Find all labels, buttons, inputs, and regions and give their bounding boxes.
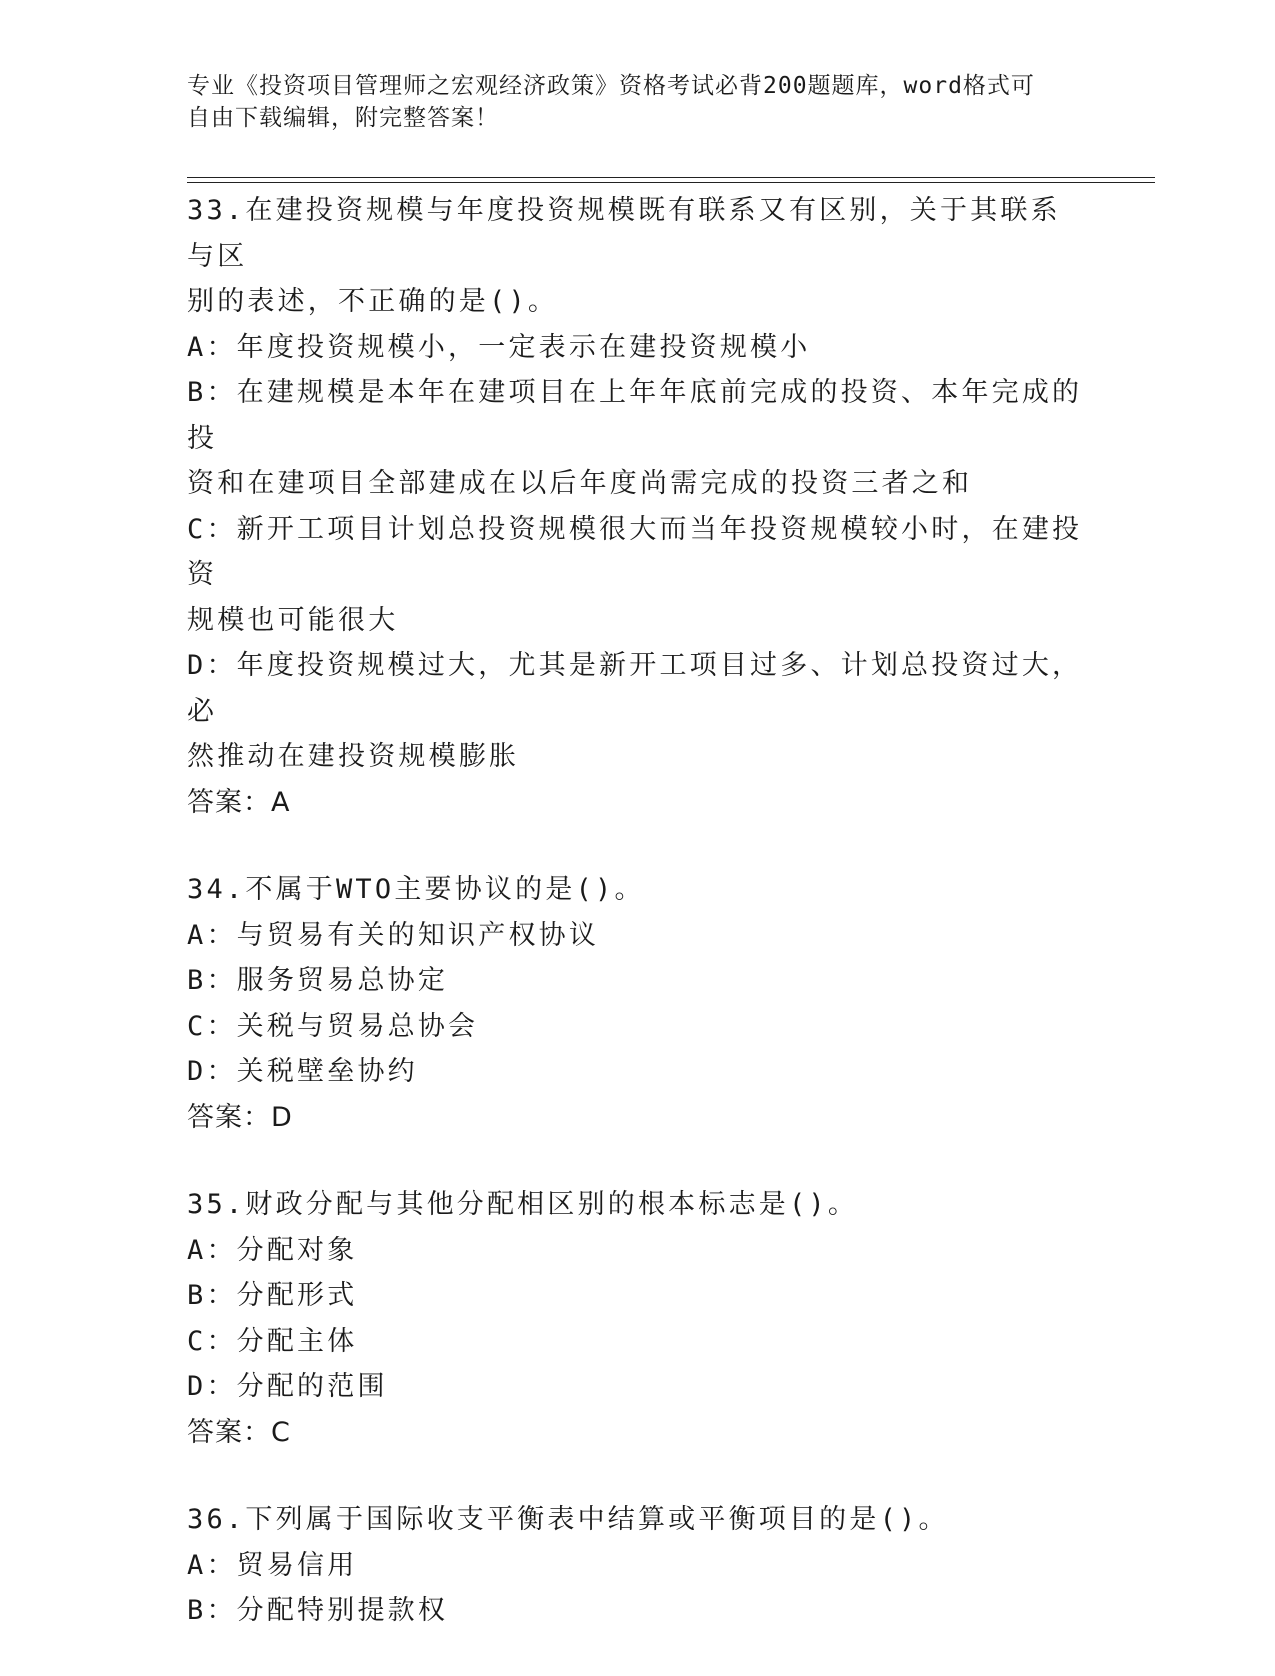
answer: 答案：D — [187, 1101, 293, 1133]
question-34 — [187, 867, 1087, 1140]
option-b: B：分配特别提款权 — [187, 1595, 449, 1626]
question-35 — [187, 1182, 1087, 1455]
option-b: 资和在建项目全部建成在以后年度尚需完成的投资三者之和 — [187, 468, 973, 499]
option-a: A：年度投资规模小，一定表示在建投资规模小 — [187, 331, 811, 363]
question-stem: 别的表述，不正确的是()。 — [187, 286, 559, 317]
header-line-1: 专业《投资项目管理师之宏观经济政策》资格考试必背200题题库，word格式可 — [187, 73, 1035, 99]
option-c: C：关税与贸易总协会 — [187, 1010, 479, 1042]
question-stem: 34.不属于WTO主要协议的是()。 — [187, 874, 645, 905]
option-d: D：年度投资规模过大，尤其是新开工项目过多、计划总投资过大，必 — [187, 650, 1083, 727]
header-line-2: 自由下载编辑，附完整答案！ — [187, 105, 499, 131]
option-d: D：分配的范围 — [187, 1371, 388, 1402]
document-header — [187, 70, 1067, 134]
question-stem: 33.在建投资规模与年度投资规模既有联系又有区别，关于其联系与区 — [187, 195, 1061, 272]
question-list — [187, 188, 1087, 1676]
question-36 — [187, 1497, 1087, 1634]
question-stem: 36.下列属于国际收支平衡表中结算或平衡项目的是()。 — [187, 1504, 949, 1535]
option-c: 规模也可能很大 — [187, 604, 399, 636]
answer: 答案：C — [187, 1416, 291, 1448]
option-b: B：服务贸易总协定 — [187, 965, 449, 996]
option-a: A：与贸易有关的知识产权协议 — [187, 919, 600, 951]
answer: 答案：A — [187, 786, 291, 818]
option-d: 然推动在建投资规模膨胀 — [187, 741, 520, 772]
option-c: C：新开工项目计划总投资规模很大而当年投资规模较小时，在建投资 — [187, 513, 1083, 590]
option-a: A：分配对象 — [187, 1234, 358, 1266]
option-d: D：关税壁垒协约 — [187, 1056, 418, 1087]
question-stem: 35.财政分配与其他分配相区别的根本标志是()。 — [187, 1189, 859, 1220]
option-a: A：贸易信用 — [187, 1549, 358, 1581]
header-rule-bottom — [187, 182, 1155, 183]
question-33 — [187, 188, 1087, 825]
option-b: B：在建规模是本年在建项目在上年年底前完成的投资、本年完成的投 — [187, 377, 1083, 454]
option-b: B：分配形式 — [187, 1280, 358, 1311]
option-c: C：分配主体 — [187, 1325, 358, 1357]
header-rule-top — [187, 177, 1155, 178]
